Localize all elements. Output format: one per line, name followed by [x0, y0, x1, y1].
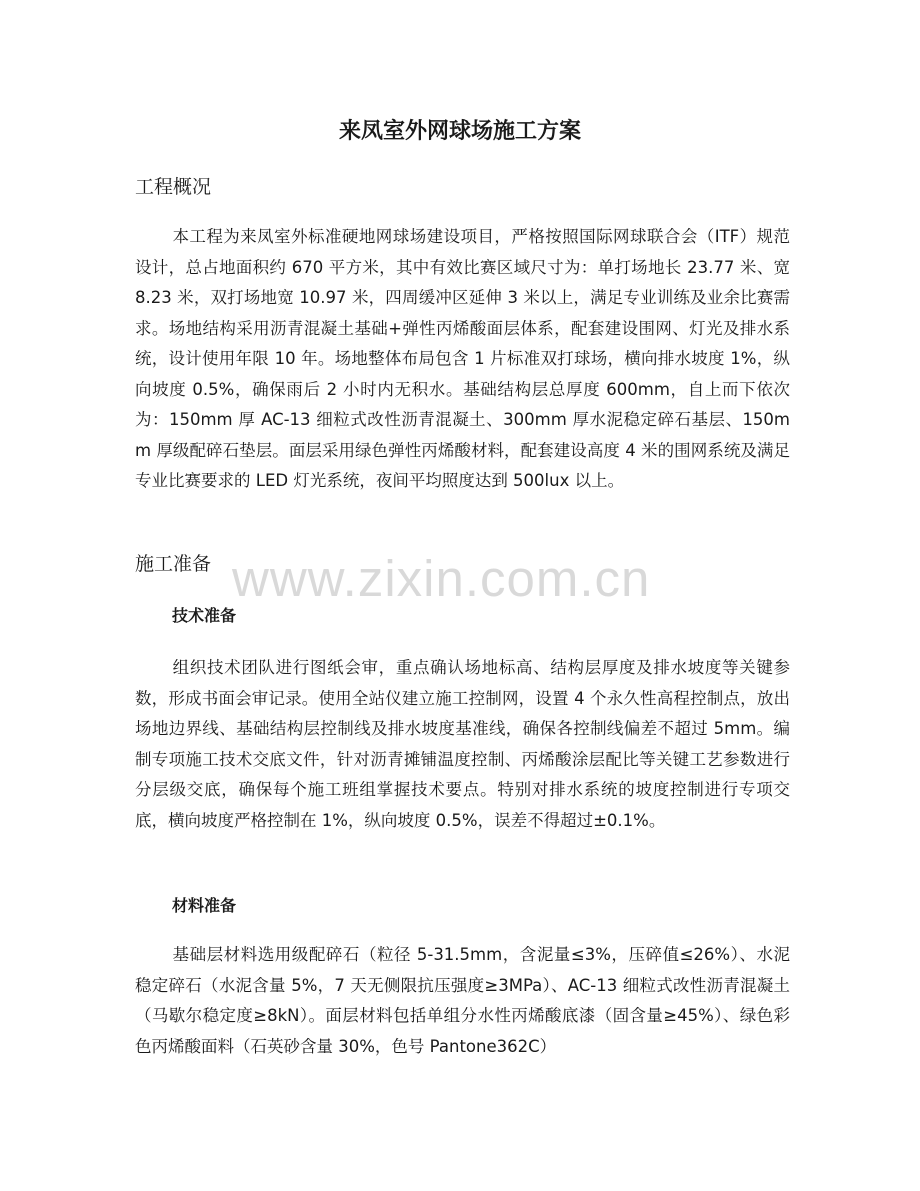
paragraph-text: 基础层材料选用级配碎石（粒径 5-31.5mm，含泥量≤3%，压碎值≤26%）、水泥稳定碎石（水泥含量 5%，7 天无侧限抗压强度≥3MPa）、AC-13 细粒式改性沥青混凝土（马歇尔稳定度≥8kN）。面层材料包括单组分水性丙烯酸底漆（固含量≥45%）、绿色彩色丙烯酸面料（石英砂含量 30%，色号 Pantone362C）: [135, 945, 790, 1056]
section-heading-project-overview: 工程概况: [135, 176, 212, 198]
paragraph-text: 本工程为来凤室外标准硬地网球场建设项目，严格按照国际网球联合会（ITF）规范设计，总占地面积约 670 平方米，其中有效比赛区域尺寸为：单打场地长 23.77 米、宽 8.23 米，双打场地宽 10.97 米，四周缓冲区延伸 3 米以上，满足专业训练及业余比赛需求。场地结构采用沥青混凝土基础+弹性丙烯酸面层体系，配套建设围网、灯光及排水系统，设计使用年限 10 年。场地整体布局包含 1 片标准双打球场，横向排水坡度 1%，纵向坡度 0.5%，确保雨后 2 小时内无积水。基础结构层总厚度 600mm，自上而下依次为：150mm 厚 AC-13 细粒式改性沥青混凝土、300mm 厚水泥稳定碎石基层、150mm 厚级配碎石垫层。面层采用绿色弹性丙烯酸材料，配套建设高度 4 米的围网系统及满足专业比赛要求的 LED 灯光系统，夜间平均照度达到 500lux 以上。: [135, 227, 790, 490]
paragraph-text: 组织技术团队进行图纸会审，重点确认场地标高、结构层厚度及排水坡度等关键参数，形成书面会审记录。使用全站仪建立施工控制网，设置 4 个永久性高程控制点，放出场地边界线、基础结构层控制线及排水坡度基准线，确保各控制线偏差不超过 5mm。编制专项施工技术交底文件，针对沥青摊铺温度控制、丙烯酸涂层配比等关键工艺参数进行分层级交底，确保每个施工班组掌握技术要点。特别对排水系统的坡度控制进行专项交底，横向坡度严格控制在 1%，纵向坡度 0.5%，误差不得超过±0.1%。: [135, 658, 790, 830]
document-title: 来凤室外网球场施工方案: [338, 119, 581, 144]
paragraph-project-overview: [135, 222, 790, 497]
subsection-heading-technical-preparation: 技术准备: [172, 606, 237, 625]
watermark: www.zixin.com.cn: [232, 550, 651, 607]
paragraph-material-preparation: [135, 940, 790, 1062]
section-heading-construction-preparation: 施工准备: [135, 553, 212, 575]
paragraph-technical-preparation: [135, 653, 790, 836]
subsection-heading-material-preparation: 材料准备: [172, 896, 237, 915]
